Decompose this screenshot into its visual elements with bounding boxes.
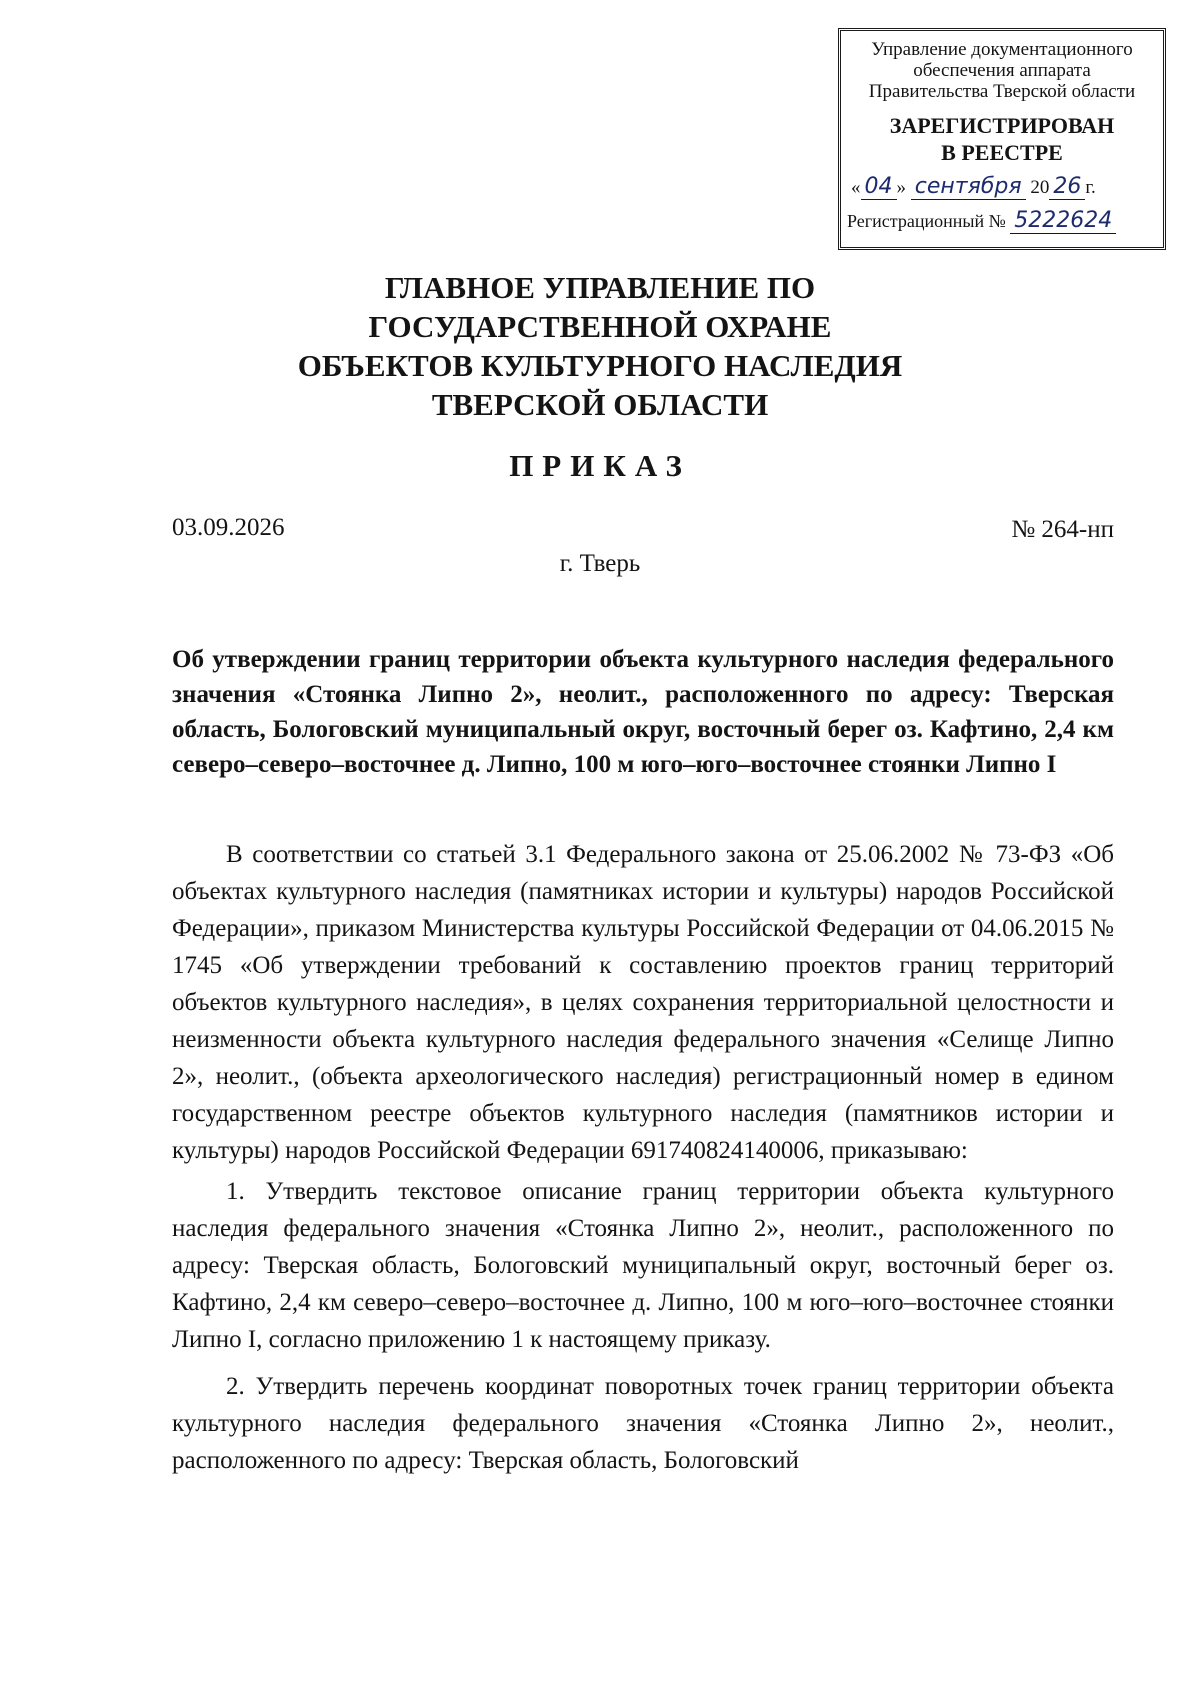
stamp-registered-line-2: В РЕЕСТРЕ xyxy=(941,140,1063,165)
stamp-date xyxy=(841,176,1163,198)
order-date: 03.09.2026 xyxy=(172,514,285,541)
order-body xyxy=(172,836,1114,1479)
order-city: г. Тверь xyxy=(559,550,641,577)
body-item-1: 1. Утвердить текстовое описание границ территории объекта культурного наследия федерального значения «Стоянка Липно 2», неолит., расположенного по адресу: Тверская область, Бологовский муниципальный округ, восточный берег оз. Кафтино, 2,4 км северо–северо–восточнее д. Липно, 100 м юго–юго–восточнее стоянки Липно I, согласно приложению 1 к настоящему приказу. xyxy=(172,1178,1114,1353)
body-preamble: В соответствии со статьей 3.1 Федерального закона от 25.06.2002 № 73-ФЗ «Об объектах культурного наследия (памятниках истории и культуры) народов Российской Федерации», приказом Министерства культуры Российской Федерации от 04.06.2015 № 1745 «Об утверждении требований к составлению проектов границ территорий объектов культурного наследия», в целях сохранения территориальной целостности и неизменности объекта культурного наследия федерального значения «Селище Липно 2», неолит., (объекта археологического наследия) регистрационный номер в едином государственном реестре объектов культурного наследия (памятников истории и культуры) народов Российской Федерации 691740824140006, приказываю: xyxy=(172,841,1114,1164)
stamp-registered xyxy=(841,112,1163,166)
stamp-date-suffix: г. xyxy=(1085,177,1096,198)
document-type: ПРИКАЗ xyxy=(509,448,691,483)
org-title-line-2: ГОСУДАРСТВЕННОЙ ОХРАНЕ xyxy=(368,309,832,344)
stamp-date-close-quote: » xyxy=(896,177,906,198)
org-title-line-1: ГЛАВНОЕ УПРАВЛЕНИЕ ПО xyxy=(384,270,816,305)
stamp-regno-value: 5222624 xyxy=(1010,208,1116,234)
order-number: № 264-нп xyxy=(1011,516,1114,543)
org-title-line-4: ТВЕРСКОЙ ОБЛАСТИ xyxy=(431,387,769,422)
stamp-date-open-quote: « xyxy=(851,177,861,198)
stamp-date-year: 26 xyxy=(1049,174,1085,200)
stamp-line-1: Управление документационного xyxy=(871,39,1133,60)
stamp-line-2: обеспечения аппарата xyxy=(913,60,1091,81)
stamp-date-day: 04 xyxy=(861,174,897,200)
org-title-line-3: ОБЪЕКТОВ КУЛЬТУРНОГО НАСЛЕДИЯ xyxy=(297,348,903,383)
registration-stamp xyxy=(838,28,1166,250)
organization-title xyxy=(0,268,1200,424)
order-subject: Об утверждении границ территории объекта культурного наследия федерального значения «Стоянка Липно 2», неолит., расположенного по адресу: Тверская область, Бологовский муниципальный округ, восточный берег оз. Кафтино, 2,4 км северо–северо–восточнее д. Липно, 100 м юго–юго–восточнее стоянки Липно I xyxy=(172,646,1114,778)
body-item-2: 2. Утвердить перечень координат поворотных точек границ территории объекта культурного наследия федерального значения «Стоянка Липно 2», неолит., расположенного по адресу: Тверская область, Бологовский xyxy=(172,1373,1114,1474)
stamp-registration-number xyxy=(841,210,1163,232)
stamp-date-month: сентября xyxy=(911,174,1026,200)
stamp-line-3: Правительства Тверской области xyxy=(868,81,1136,102)
stamp-regno-label: Регистрационный № xyxy=(847,211,1006,231)
stamp-date-year-prefix: 20 xyxy=(1030,177,1050,198)
stamp-registered-line-1: ЗАРЕГИСТРИРОВАН xyxy=(889,113,1115,138)
